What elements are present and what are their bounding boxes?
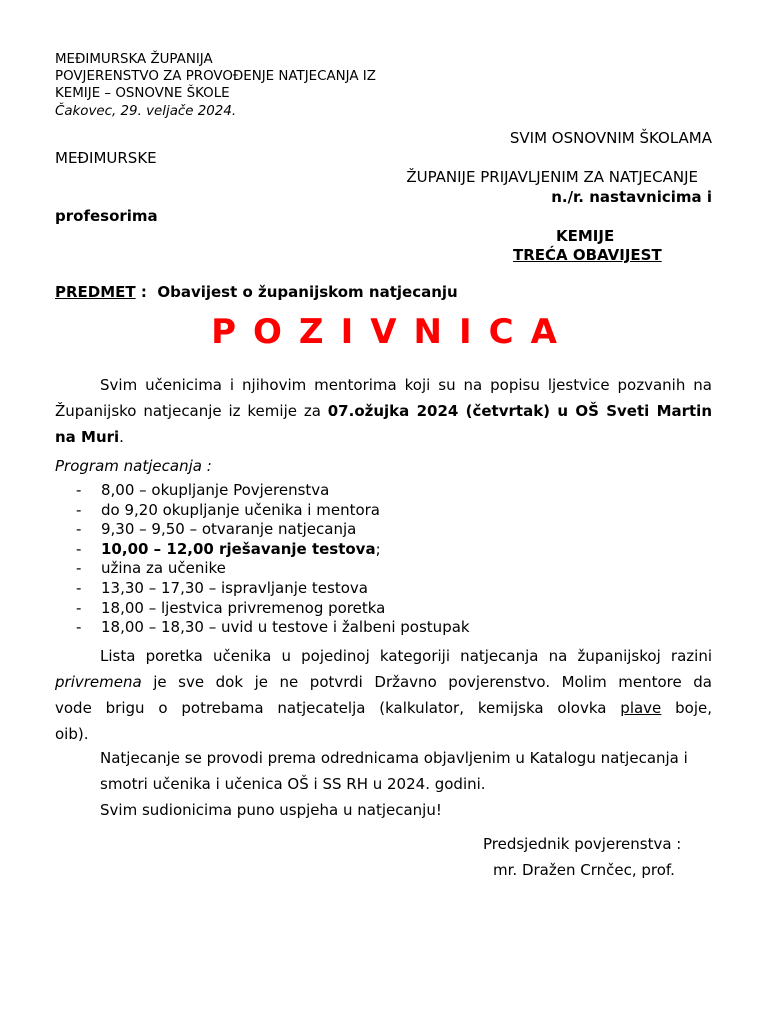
- ranking-line-3-end: boje,: [661, 699, 712, 717]
- intro-line-2-text: Županijsko natjecanje iz kemije za: [55, 402, 328, 420]
- program-heading: Program natjecanja :: [55, 457, 212, 475]
- closing-wishes: Svim sudionicima puno uspjeha u natjecanju!: [100, 801, 442, 819]
- ranking-line-4: [55, 721, 712, 747]
- ranking-line-3-text: vode brigu o potrebama natjecatelja (kalkulator, kemijska olovka: [55, 699, 621, 717]
- recipient-line-4: n./r. nastavnicima i: [551, 188, 712, 206]
- list-item-text: do 9,20 okupljanje učenika i mentora: [101, 500, 381, 519]
- list-item: [55, 501, 712, 521]
- ranking-line-1: [55, 643, 712, 669]
- intro-line-1: [55, 372, 712, 398]
- list-item-text: 18,00 – ljestvica privremenog poretka: [101, 598, 386, 617]
- ranking-line-2: [55, 669, 712, 695]
- sender-committee: POVJERENSTVO ZA PROVOĐENJE NATJECANJA IZ: [55, 69, 376, 84]
- list-item-text: 9,30 – 9,50 – otvaranje natjecanja: [101, 520, 357, 539]
- venue-continued: na Muri: [55, 428, 120, 446]
- underlined-color-word: plave: [620, 699, 662, 717]
- invitation-title: POZIVNICA: [211, 312, 574, 352]
- ranking-line-4-text: oib).: [55, 725, 89, 743]
- recipient-line-6: KEMIJE: [556, 227, 615, 245]
- list-item: [55, 599, 712, 619]
- intro-line-3: [55, 424, 712, 450]
- rules-line-2: smotri učenika i učenica OŠ i SS RH u 2024. godini.: [100, 775, 486, 793]
- list-bullet: -: [76, 578, 82, 597]
- list-item: [55, 579, 712, 599]
- competition-date-venue: 07.ožujka 2024 (četvrtak) u OŠ Sveti Martin: [327, 402, 713, 420]
- provisional-word: privremena: [55, 673, 142, 691]
- subject-text: Obavijest o županijskom natjecanju: [157, 283, 458, 301]
- intro-line-2: [55, 398, 712, 424]
- ranking-paragraph: [55, 643, 712, 747]
- list-item-text: užina za učenike: [101, 559, 226, 578]
- program-list: [55, 481, 712, 638]
- signature-name: mr. Dražen Crnčec, prof.: [493, 861, 675, 879]
- list-item: [55, 481, 712, 501]
- ranking-line-3: [55, 695, 712, 721]
- list-bullet: -: [76, 559, 82, 578]
- recipient-line-1: SVIM OSNOVNIM ŠKOLAMA: [509, 129, 712, 147]
- list-item: [55, 540, 712, 560]
- signature-role: Predsjednik povjerenstva :: [483, 835, 682, 853]
- intro-line-1-text: Svim učenicima i njihovim mentorima koji su na popisu ljestvice pozvanih na: [100, 376, 712, 394]
- list-item: [55, 520, 712, 540]
- notice-number: TREĆA OBAVIJEST: [513, 246, 662, 264]
- list-bullet: -: [76, 481, 82, 499]
- list-bullet: -: [76, 500, 82, 519]
- list-item: [55, 618, 712, 638]
- list-item: [55, 559, 712, 579]
- list-bullet: -: [76, 520, 82, 539]
- list-item-text-bold: 10,00 – 12,00 rješavanje testova: [101, 539, 376, 558]
- list-item-text: 18,00 – 18,30 – uvid u testove i žalbeni postupak: [101, 618, 470, 637]
- ranking-line-1-text: Lista poretka učenika u pojedinoj kategoriji natjecanja na županijskoj razini: [100, 647, 712, 665]
- recipient-line-2: MEĐIMURSKE: [55, 149, 157, 167]
- rules-line-1: Natjecanje se provodi prema odrednicama objavljenim u Katalogu natjecanja i: [100, 749, 688, 767]
- list-item-text-rest: ;: [375, 539, 381, 558]
- subject-label: PREDMET: [55, 283, 136, 301]
- list-bullet: -: [76, 598, 82, 617]
- sender-committee-subject: KEMIJE – OSNOVNE ŠKOLE: [55, 86, 230, 101]
- list-item-text: 13,30 – 17,30 – ispravljanje testova: [101, 578, 368, 597]
- intro-paragraph: [55, 372, 712, 450]
- subject-colon: :: [135, 283, 158, 301]
- sender-county: MEĐIMURSKA ŽUPANIJA: [55, 52, 213, 67]
- intro-line-3-end: .: [119, 428, 124, 446]
- subject-line: [55, 283, 458, 301]
- recipient-line-5: profesorima: [55, 207, 158, 225]
- list-bullet: -: [76, 539, 82, 558]
- place-date: Čakovec, 29. veljače 2024.: [55, 104, 237, 119]
- list-item-text: 8,00 – okupljanje Povjerenstva: [101, 481, 330, 499]
- recipient-line-3: ŽUPANIJE PRIJAVLJENIM ZA NATJECANJE: [406, 168, 698, 186]
- ranking-line-2-text: je sve dok je ne potvrdi Državno povjerenstvo. Molim mentore da: [141, 673, 712, 691]
- list-bullet: -: [76, 618, 82, 637]
